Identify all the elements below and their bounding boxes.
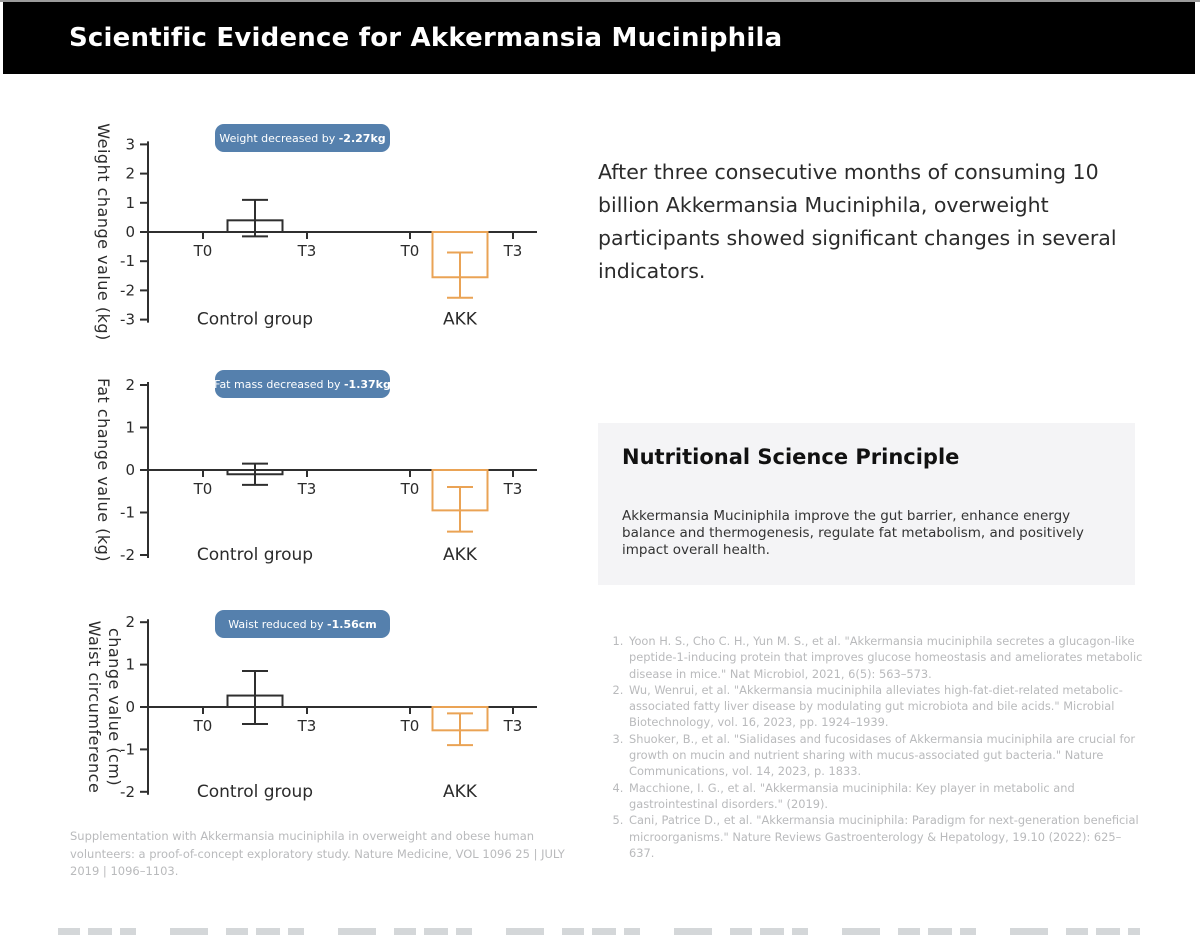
y-tick-label: -2 — [120, 782, 135, 801]
y-axis-label: Fat change value (kg) — [94, 377, 113, 563]
result-badge-text: Waist reduced by -1.56cm — [228, 618, 377, 631]
timepoint-label: T0 — [400, 717, 420, 735]
y-tick-label: 1 — [125, 418, 135, 437]
timepoint-label: T3 — [297, 242, 317, 260]
intro-paragraph: After three consecutive months of consuming 10 billion Akkermansia Muciniphila, overweight participants showed significant changes in several indicators. — [598, 160, 1117, 283]
reference-item: 2. Wu, Wenrui, et al. "Akkermansia muciniphila alleviates high-fat-diet-related metabolic-associated fatty liver disease by modulating gut microbiota and bile acids." Microbial Biotechnology, vol. 16, 2023, pp. 1924–1939. — [627, 682, 1143, 731]
timepoint-label: T3 — [297, 480, 317, 498]
y-tick-label: -1 — [120, 252, 135, 271]
y-tick-label: 0 — [125, 461, 135, 479]
timepoint-label: T3 — [503, 480, 523, 498]
header-bar — [3, 2, 1195, 74]
fat-change-chart — [65, 358, 555, 573]
timepoint-label: T0 — [400, 480, 420, 498]
group-label: AKK — [443, 545, 477, 565]
timepoint-label: T3 — [297, 717, 317, 735]
y-tick-label: -3 — [120, 310, 135, 329]
source-note: Supplementation with Akkermansia muciniphila in overweight and obese human volunteers: a proof-of-concept exploratory study. Nature Medicine, VOL 1096 25 | JULY 2019 | 1096–1103. — [70, 829, 565, 878]
reference-item: 4. Macchione, I. G., et al. "Akkermansia muciniphila: Key player in metabolic and gastrointestinal disorders." (2019). — [627, 780, 1143, 813]
group-label: Control group — [196, 781, 314, 802]
y-tick-label: -2 — [120, 281, 135, 300]
result-badge-text: Fat mass decreased by -1.37kg — [214, 378, 391, 391]
weight-change-chart — [65, 112, 555, 352]
timepoint-label: T0 — [193, 717, 213, 735]
y-tick-label: 0 — [125, 223, 135, 241]
group-label: Control group — [196, 309, 314, 330]
principle-panel — [598, 423, 1135, 585]
waist-change-chart — [65, 598, 555, 813]
reference-item: 1. Yoon H. S., Cho C. H., Yun M. S., et al. "Akkermansia muciniphila secretes a glucagon-like peptide-1-inducing protein that improves glucose homeostasis and ameliorates metabolic disease in mice." Nat Microbiol, 2021, 6(5): 563–573. — [627, 633, 1143, 682]
reference-item: 3. Shuoker, B., et al. "Sialidases and fucosidases of Akkermansia muciniphila are crucial for growth on mucin and nutrient sharing with mucus-associated gut bacteria." Nature Communications, vol. 14, 2023, p. 1833. — [627, 731, 1143, 780]
timepoint-label: T0 — [193, 242, 213, 260]
group-label: Control group — [196, 545, 314, 565]
group-label: AKK — [443, 309, 477, 330]
result-badge-text: Weight decreased by -2.27kg — [219, 132, 386, 145]
y-tick-label: 2 — [125, 164, 135, 183]
timepoint-label: T3 — [503, 242, 523, 260]
y-tick-label: -2 — [120, 546, 135, 564]
y-tick-label: 2 — [125, 376, 135, 394]
y-tick-label: 1 — [125, 193, 135, 212]
y-tick-label: 1 — [125, 655, 135, 674]
references-list — [610, 633, 1143, 861]
timepoint-label: T3 — [503, 717, 523, 735]
timepoint-label: T0 — [400, 242, 420, 260]
y-tick-label: 2 — [125, 613, 135, 632]
principle-body: Akkermansia Muciniphila improve the gut barrier, enhance energy balance and thermogenesis, regulate fat metabolism, and positively impact overall health. — [622, 508, 1084, 558]
principle-title: Nutritional Science Principle — [622, 445, 960, 469]
next-section-preview — [58, 928, 1140, 935]
y-tick-label: -1 — [120, 740, 135, 759]
page-title: Scientific Evidence for Akkermansia Muciniphila — [69, 23, 783, 53]
y-tick-label: 3 — [125, 135, 135, 154]
timepoint-label: T0 — [193, 480, 213, 498]
y-axis-label: change value (cm) — [105, 627, 124, 787]
reference-item: 5. Cani, Patrice D., et al. "Akkermansia muciniphila: Paradigm for next-generation beneficial microorganisms." Nature Reviews Gastroenterology & Hepatology, 19.10 (2022): 625–637. — [627, 812, 1143, 861]
y-axis-label: Waist circumference — [85, 620, 104, 794]
y-axis-label: Weight change value (kg) — [94, 123, 113, 341]
y-tick-label: -1 — [120, 503, 135, 522]
group-label: AKK — [443, 781, 477, 802]
y-tick-label: 0 — [125, 698, 135, 716]
